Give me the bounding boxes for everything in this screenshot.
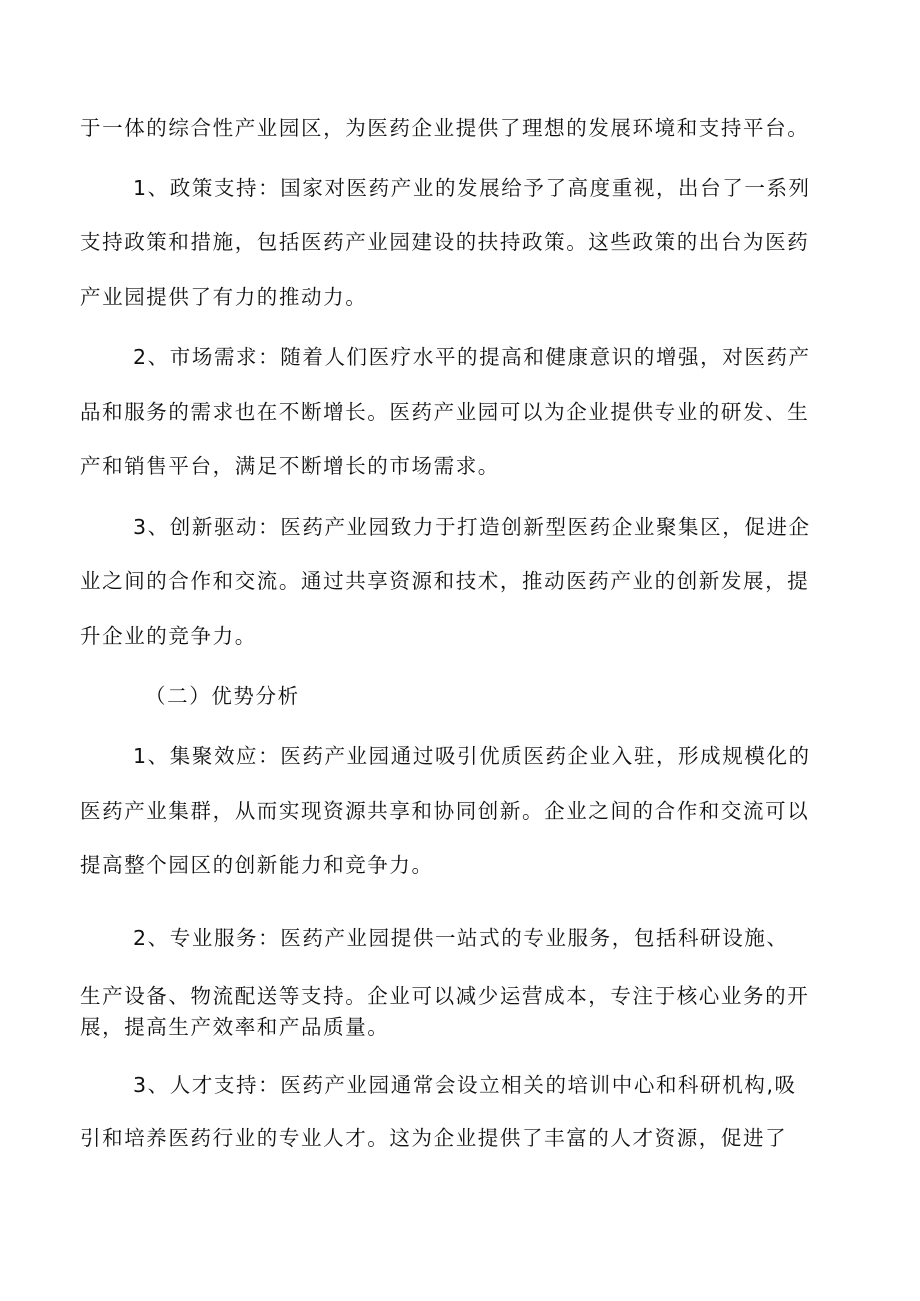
policy-support-line-2: 支持政策和措施，包括医药产业园建设的扶持政策。这些政策的出台为医药 xyxy=(80,230,810,254)
professional-service-line-2: 生产设备、物流配送等支持。企业可以减少运营成本，专注于核心业务的开 xyxy=(80,984,810,1008)
talent-support-line-2: 引和培养医药行业的专业人才。这为企业提供了丰富的人才资源，促进了 xyxy=(80,1126,788,1150)
policy-support-line-1: 1、政策支持：国家对医药产业的发展给予了高度重视，出台了一系列 xyxy=(133,176,811,200)
cluster-effect-line-1: 1、集聚效应：医药产业园通过吸引优质医药企业入驻，形成规模化的 xyxy=(133,744,811,768)
talent-support-line-1: 3、人才支持：医药产业园通常会设立相关的培训中心和科研机构,吸 xyxy=(133,1073,797,1097)
policy-support-line-3: 产业园提供了有力的推动力。 xyxy=(80,285,368,309)
innovation-drive-line-1: 3、创新驱动：医药产业园致力于打造创新型医药企业聚集区，促进企 xyxy=(133,515,811,539)
market-demand-line-1: 2、市场需求：随着人们医疗水平的提高和健康意识的增强，对医药产 xyxy=(133,345,811,369)
professional-service-line-1: 2、专业服务：医药产业园提供一站式的专业服务，包括科研设施、 xyxy=(133,926,789,950)
intro-tail-text: 于一体的综合性产业园区，为医药企业提供了理想的发展环境和支持平台。 xyxy=(80,116,810,140)
advantages-heading: （二）优势分析 xyxy=(145,684,300,708)
market-demand-line-3: 产和销售平台，满足不断增长的市场需求。 xyxy=(80,454,500,478)
innovation-drive-line-2: 业之间的合作和交流。通过共享资源和技术，推动医药产业的创新发展，提 xyxy=(80,569,810,593)
cluster-effect-line-2: 医药产业集群，从而实现资源共享和协同创新。企业之间的合作和交流可以 xyxy=(80,799,810,823)
professional-service-line-3: 展，提高生产效率和产品质量。 xyxy=(80,1015,390,1039)
cluster-effect-line-3: 提高整个园区的创新能力和竞争力。 xyxy=(80,853,434,877)
innovation-drive-line-3: 升企业的竞争力。 xyxy=(80,624,257,648)
market-demand-line-2: 品和服务的需求也在不断增长。医药产业园可以为企业提供专业的研发、生 xyxy=(80,400,810,424)
